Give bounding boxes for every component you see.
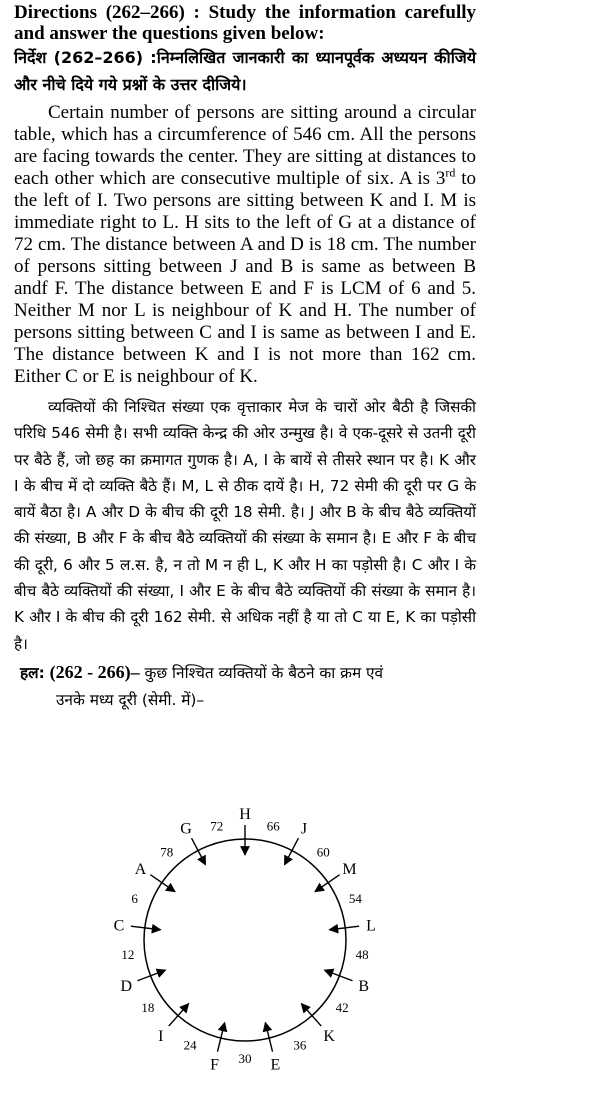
page [14,2,476,714]
person-label-k: K [323,1028,335,1046]
directions-heading-en: Directions (262–266) : Study the information carefully and answer the questions given below: [14,2,476,44]
seat-arrow-i [169,1004,189,1026]
seat-arrow-g [192,838,206,865]
distance-label: 12 [121,947,135,963]
distance-label: 60 [316,844,330,860]
person-label-m: M [342,860,357,878]
person-label-i: I [158,1028,164,1046]
distance-label: 30 [238,1051,252,1066]
seat-arrow-l [329,926,359,930]
person-label-h: H [239,806,251,823]
passage-english [14,102,476,388]
table-circle [144,839,346,1041]
distance-label: 48 [355,947,369,963]
person-label-b: B [358,978,370,996]
person-label-d: D [120,978,133,996]
passage-english-part2: to the left of I. Two persons are sitting between K and I. M is immediate right to L. H sits to the left of G at a distance of 72 cm. The distance between A and D is 18 cm. The number of persons sitting between J and B is same as between B andf F. The distance between E and F is LCM of 6 and 5. Neither M nor L is neighbour of K and H. The number of persons sitting between C and I is same as between I and E. The distance between K and I is not more than 162 cm. Either C or E is neighbour of K. [14,168,477,387]
distance-label: 42 [335,1000,349,1016]
distance-label: 6 [131,891,138,907]
seat-arrow-c [131,926,161,930]
passage-hindi: व्यक्तियों की निश्चित संख्या एक वृत्ताकार मेज के चारों ओर बैठी है जिसकी परिधि 546 सेमी है। सभी व्यक्ति केन्द्र की ओर उन्मुख है। वे एक-दूसरे से उतनी दूरी पर बैठे हैं, जो छह का क्रमागत गुणक है। A, I के बायें से तीसरे स्थान पर है। K और I के बीच में दो व्यक्ति बैठे हैं। M, L से ठीक दायें है। H, 72 सेमी की दूरी पर G के बायें बैठा है। A और D के बीच की दूरी 18 सेमी. है। J और B के बीच बैठे व्यक्तियों की संख्या, B और F के बीच बैठे व्यक्तियों की संख्या के समान है। E और F के बीच की दूरी, 6 और 5 ल.स. है, न तो M न ही L, K और H का पड़ोसी है। C और I के बीच बैठे व्यक्तियों की संख्या, I और E के बीच बैठे व्यक्तियों की संख्या के समान है। K और I के बीच की दूरी 162 सेमी. से अधिक नहीं है या तो C या E, K का पड़ोसी है। [14,398,476,653]
solution-text-line2: उनके मध्य दूरी (सेमी. में)– [56,690,205,709]
person-label-g: G [180,820,192,838]
distance-label: 78 [160,844,174,860]
distance-label: 18 [141,1000,155,1016]
solution-heading [20,659,476,714]
person-label-f: F [210,1056,220,1070]
person-label-j: J [300,820,308,838]
distance-label: 54 [348,891,362,907]
distance-label: 24 [183,1037,197,1053]
seat-arrow-m [315,875,340,892]
passage-english-part1: Certain number of persons are sitting around a circular table, which has a circumference of 546 cm. All the persons are facing towards the center. They are sitting at distances to each other which are consecutive multiple of six. A is 3 [14,102,476,189]
seat-arrow-k [301,1004,321,1026]
seat-arrow-j [285,838,299,865]
distance-label: 36 [293,1037,307,1053]
distance-label: 72 [210,818,224,834]
distance-label: 66 [266,818,280,834]
ordinal-suffix: rd [445,165,456,180]
person-label-e: E [270,1056,281,1070]
person-label-l: L [366,917,376,935]
seat-arrow-a [150,875,175,892]
directions-heading-hi: निर्देश (262–266) :निम्नलिखित जानकारी का ध्यानपूर्वक अध्ययन कीजिये और नीचे दिये गये प्रश्नों के उत्तर दीजिये। [14,48,476,94]
solution-label: हल: [20,663,45,682]
solution-range: (262 - 266)– [49,661,140,682]
person-label-c: C [113,917,125,935]
seating-diagram [108,800,398,1070]
person-label-a: A [134,860,147,878]
solution-text-line1: कुछ निश्चित व्यक्तियों के बैठने का क्रम एवं [139,663,384,682]
